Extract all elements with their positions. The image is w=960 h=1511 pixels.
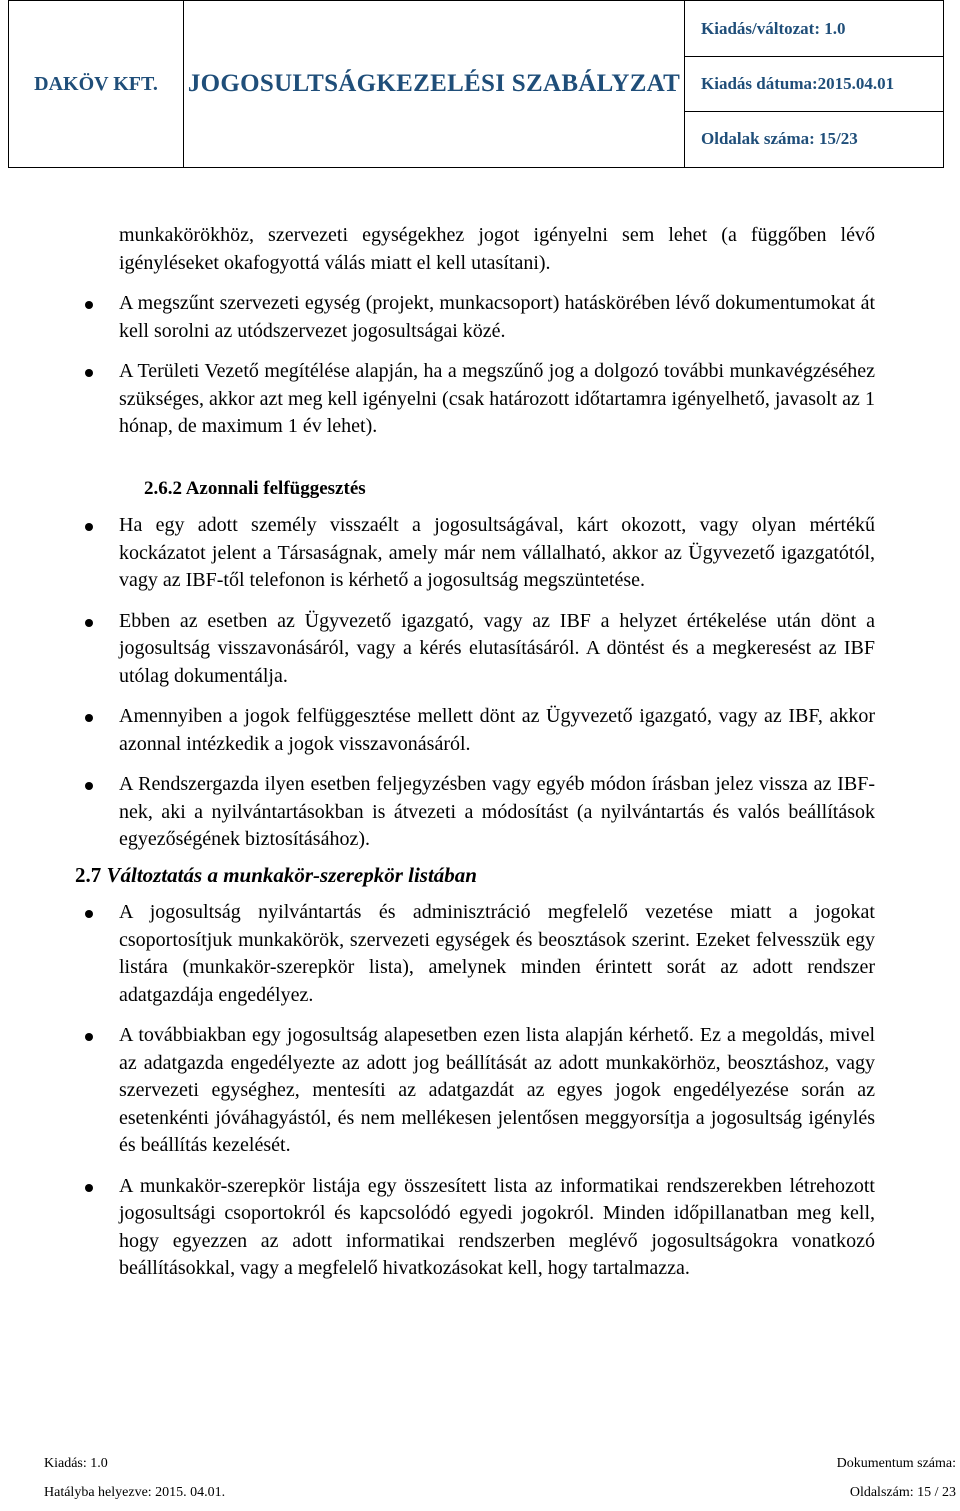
issue-date-label: Kiadás dátuma:2015.04.01 [685,56,943,111]
bullet-item: A Rendszergazda ilyen esetben feljegyzésben vagy egyéb módon írásban jelez vissza az IBF-nek, aki a nyilvántartásokban is átvezeti a módosítást (a nyilvántartás és valós beállítások egyezőségének biztosításához). [119,771,875,854]
subsection-heading: 2.6.2 Azonnali felfüggesztés [144,477,366,499]
document-title: JOGOSULTSÁGKEZELÉSI SZABÁLYZAT [183,1,685,167]
section-title: Változtatás a munkakör-szerepkör listában [106,862,477,887]
bullet-item: A jogosultság nyilvántartás és adminisztráció megfelelő vezetése miatt a jogokat csoportosítjuk munkakörök, szervezeti egységek és beosztások szerint. Ezeket felvesszük egy listára (munkakör-szerepkör lista), amelynek minden érintett sorát az adott rendszer adatgazdája engedélyez. [119,899,875,1009]
bullet-item: A Területi Vezető megítélése alapján, ha a megszűnő jog a dolgozó további munkavégzéséhez szükséges, akkor azt meg kell igényelni (csak határozott időtartamra igényelhető, javasolt az 1 hónap, de maximum 1 év lehet). [119,358,875,441]
bullet-item: Ha egy adott személy visszaélt a jogosultságával, kárt okozott, vagy olyan mértékű kockázatot jelent a Társaságnak, amely már nem vállalható, akkor az Ügyvezető igazgatótól, vagy az IBF-től telefonon is kérhető a jogosultság megszüntetése. [119,512,875,595]
footer-effective-date: Hatályba helyezve: 2015. 04.01. [44,1485,226,1500]
company-name: DAKÖV KFT. [34,72,158,95]
document-header [8,0,944,168]
document-footer [44,1455,956,1502]
footer-issue: Kiadás: 1.0 [44,1456,108,1471]
version-label: Kiadás/változat: 1.0 [701,18,846,38]
header-meta [685,1,943,167]
bullet-item: Ebben az esetben az Ügyvezető igazgató, vagy az IBF a helyzet értékelése után dönt a jogosultság visszavonásáról, vagy a kérés elutasításáról. A döntést és a megkeresést az IBF utólag dokumentálja. [119,608,875,691]
paragraph-continuation: munkakörökhöz, szervezeti egységekhez jogot igényelni sem lehet (a függőben lévő igényléseket okafogyottá válás miatt el kell utasítani). [119,224,875,274]
footer-page-number: Oldalszám: 15 / 23 [849,1485,956,1500]
bullet-item: A továbbiakban egy jogosultság alapesetben ezen lista alapján kérhető. Ez a megoldás, mivel az adatgazda engedélyezte az adott jog beállítását az adott munkakörhöz, beosztáshoz, vagy szervezeti egységhez, mentesíti az adatgazdát az egyes jogok engedélyezése során az esetenkénti jóváhagyástól, és nem mellékesen jelentősen meggyorsítja a jogosultság igénylés és beállítás kezelését. [119,1022,875,1160]
section-heading [75,862,875,890]
bullet-item: A munkakör-szerepkör listája egy összesített lista az informatikai rendszerekben létrehozott jogosultsági csoportokról és kapcsolódó egyedi jogokról. Minden időpillanatban meg kell, hogy egyezzen az adott informatikai rendszerben meglévő jogosultságokra vonatkozó beállításokkal, vagy a megfelelő hivatkozásokat kell, hogy tartalmazza. [119,1173,875,1283]
bullet-item: Amennyiben a jogok felfüggesztése mellett dönt az Ügyvezető igazgató, vagy az IBF, akkor azonnal intézkedik a jogok visszavonásáról. [119,703,875,758]
page-count-label: Oldalak száma: 15/23 [685,111,943,166]
footer-document-number: Dokumentum száma: [836,1456,956,1471]
bullet-item: A megszűnt szervezeti egység (projekt, munkacsoport) hatáskörében lévő dokumentumokat át kell sorolni az utódszervezet jogosultságai közé. [119,290,875,345]
section-number: 2.7 [75,862,102,887]
document-body [75,222,875,1283]
